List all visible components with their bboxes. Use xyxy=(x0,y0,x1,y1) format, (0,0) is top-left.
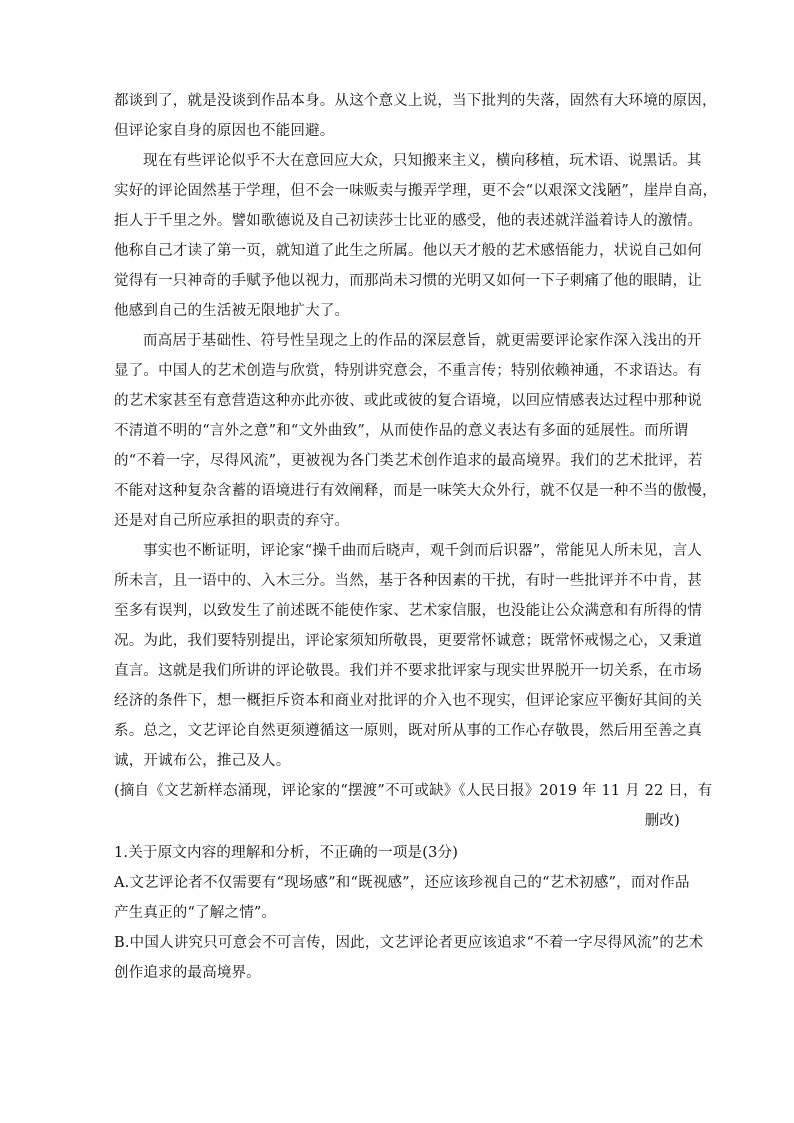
paragraph-3 xyxy=(114,326,717,536)
text-line: 不能对这种复杂含蓄的语境进行有效阐释，而是一味笑大众外行，就不仅是一种不当的傲慢， xyxy=(114,483,717,499)
text-line: 所未言，且一语中的、入木三分。当然，基于各种因素的干扰，有时一些批评并不中肯，甚 xyxy=(114,573,702,589)
paragraph-1 xyxy=(114,86,717,146)
option-line: 产生真正的“了解之情”。 xyxy=(114,905,277,921)
text-line: 直言。这就是我们所讲的评论敬畏。我们并不要求批评家与现实世界脱开一切关系，在市场 xyxy=(114,663,702,679)
paragraph-2 xyxy=(114,146,718,326)
source-line: (摘自《文艺新样态涌现，评论家的“摆渡”不可或缺》《人民日报》2019 年 11 月 22 日，有 xyxy=(114,783,713,799)
text-line: 事实也不断证明，评论家“操千曲而后晓声，观千剑而后识器”，常能见人所未见，言人 xyxy=(143,543,703,559)
text-line: 显了。中国人的艺术创造与欣赏，特别讲究意会，不重言传；特别依赖神通，不求语达。有 xyxy=(114,363,702,379)
source-line-end: 删改) xyxy=(644,813,680,829)
text-line: 拒人于千里之外。譬如歌德说及自己初读莎士比亚的感受，他的表述就洋溢着诗人的激情。 xyxy=(114,213,702,229)
option-b xyxy=(114,928,704,988)
text-line: 觉得有一只神奇的手赋予他以视力，而那尚未习惯的光明又如何一下子刺痛了他的眼睛，让 xyxy=(114,273,702,289)
text-line: 况。为此，我们要特别提出，评论家须知所敬畏，更要常怀诚意；既常怀戒惕之心，又秉道 xyxy=(114,633,702,649)
source-citation xyxy=(114,776,713,836)
option-line: B.中国人讲究只可意会不可言传，因此，文艺评论者更应该追求“不着一字尽得风流”的艺术 xyxy=(114,935,704,951)
option-a xyxy=(114,868,690,928)
question-1 xyxy=(114,838,704,988)
text-line: 经济的条件下，想一概拒斥资本和商业对批评的介入也不现实，但评论家应平衡好其间的关 xyxy=(114,693,702,709)
text-line: 他称自己才读了第一页，就知道了此生之所属。他以天才般的艺术感悟能力，状说自己如何 xyxy=(114,243,702,259)
option-line: A.文艺评论者不仅需要有“现场感”和“既视感”，还应该珍视自己的“艺术初感”，而对作品 xyxy=(114,875,690,891)
text-line: 现在有些评论似乎不大在意回应大众，只知搬来主义，横向移植，玩术语、说黑话。其 xyxy=(143,153,702,169)
text-line: 不清道不明的“言外之意”和“文外曲致”，从而使作品的意义表达有多面的延展性。而所谓 xyxy=(114,423,689,439)
question-stem: 1.关于原文内容的理解和分析，不正确的一项是(3分) xyxy=(114,845,459,861)
text-line: 系。总之，文艺评论自然更须遵循这一原则，既对所从事的工作心存敬畏，然后用至善之真 xyxy=(114,723,702,739)
text-line: 而高居于基础性、符号性呈现之上的作品的深层意旨，就更需要评论家作深入浅出的开 xyxy=(143,333,702,349)
text-line: 诚，开诚布公，推己及人。 xyxy=(114,753,291,769)
text-line: 至多有误判，以致发生了前述既不能使作家、艺术家信服，也没能让公众满意和有所得的情 xyxy=(114,603,702,619)
option-line: 创作追求的最高境界。 xyxy=(114,965,261,981)
text-line: 他感到自己的生活被无限地扩大了。 xyxy=(114,303,350,319)
text-line: 的“不着一字，尽得风流”，更被视为各门类艺术创作追求的最高境界。我们的艺术批评，若 xyxy=(114,453,703,469)
document-page xyxy=(114,86,718,988)
text-line: 都谈到了，就是没谈到作品本身。从这个意义上说，当下批判的失落，固然有大环境的原因， xyxy=(114,93,717,109)
text-line: 但评论家自身的原因也不能回避。 xyxy=(114,123,335,139)
text-line: 实好的评论固然基于学理，但不会一味贩卖与搬弄学理，更不会“以艰深文浅陋”，崖岸自高， xyxy=(114,183,718,199)
text-line: 还是对自己所应承担的职责的弃守。 xyxy=(114,513,350,529)
text-line: 的艺术家甚至有意营造这种亦此亦彼、或此或彼的复合语境，以回应情感表达过程中那种说 xyxy=(114,393,702,409)
paragraph-4 xyxy=(114,536,703,776)
